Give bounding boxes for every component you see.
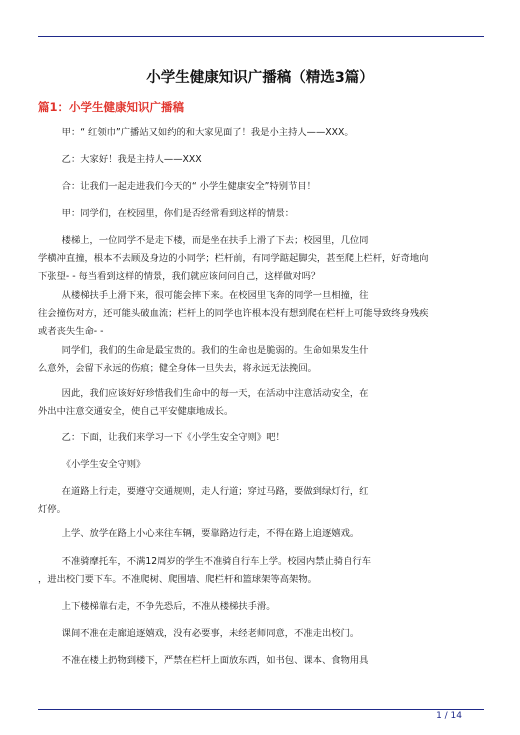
paragraph-5: 楼梯上，一位同学不是走下楼，而是坐在扶手上滑了下去；校园里，几位同 学横冲直撞，根本不去顾及身边的小同学；栏杆前，有同学踮起脚尖，甚至爬上栏杆，好奇地向 下张望- - 每当看到这样的情景，我们就应该问问自己，这样做对吗？	[38, 235, 429, 282]
paragraph-9: 乙：下面，让我们来学习一下《小学生安全守则》吧！	[38, 432, 285, 443]
paragraph-4: 甲：同学们，在校园里，你们是否经常看到这样的情景：	[38, 208, 295, 219]
paragraph-11: 在道路上行走，要遵守交通规则，走人行道；穿过马路，要做到绿灯行，红 灯停。	[38, 486, 369, 515]
paragraph-15: 课间不准在走廊追逐嬉戏，没有必要事，未经老师同意，不准走出校门。	[38, 628, 360, 639]
paragraph-14: 上下楼梯靠右走，不争先恐后，不准从楼梯扶手滑。	[38, 601, 276, 612]
paragraph-12: 上学、放学在路上小心来往车辆，要靠路边行走，不得在路上追逐嬉戏。	[38, 528, 360, 539]
paragraph-7: 同学们，我们的生命是最宝贵的。我们的生命也是脆弱的。生命如果发生什 么意外，会留下永远的伤痕；健全身体一旦失去，将永远无法挽回。	[38, 345, 369, 374]
page-number: 1 / 14	[436, 711, 462, 721]
section-heading: 篇1：小学生健康知识广播稿	[38, 100, 185, 114]
paragraph-13: 不准骑摩托车，不满12周岁的学生不准骑自行车上学。校园内禁止骑自行车 ，进出校门要下车。不准爬树、爬围墙、爬栏杆和篮球架等高架物。	[38, 556, 371, 585]
document-title: 小学生健康知识广播稿（精选3篇）	[146, 70, 374, 86]
paragraph-6: 从楼梯扶手上滑下来，很可能会摔下来。在校园里飞奔的同学一旦相撞，往 往会撞伤对方，还可能头破血流；栏杆上的同学也许根本没有想到爬在栏杆上可能导致终身残疾 或者丧失生命- -	[38, 290, 429, 337]
paragraph-16: 不准在楼上扔物到楼下，严禁在栏杆上面放东西，如书包、课本、食物用具	[38, 655, 369, 666]
paragraph-3: 合：让我们一起走进我们今天的“ 小学生健康安全”特别节目！	[38, 181, 316, 192]
top-rule	[38, 36, 484, 37]
paragraph-10: 《小学生安全守则》	[38, 459, 146, 470]
paragraph-1: 甲：“ 红领巾”广播站又如约的和大家见面了！我是小主持人——XXX。	[38, 127, 354, 138]
paragraph-2: 乙：大家好！我是主持人——XXX	[38, 154, 202, 165]
bottom-rule	[38, 709, 484, 710]
paragraph-8: 因此，我们应该好好珍惜我们生命中的每一天，在活动中注意活动安全，在 外出中注意交通安全，使自己平安健康地成长。	[38, 388, 369, 417]
